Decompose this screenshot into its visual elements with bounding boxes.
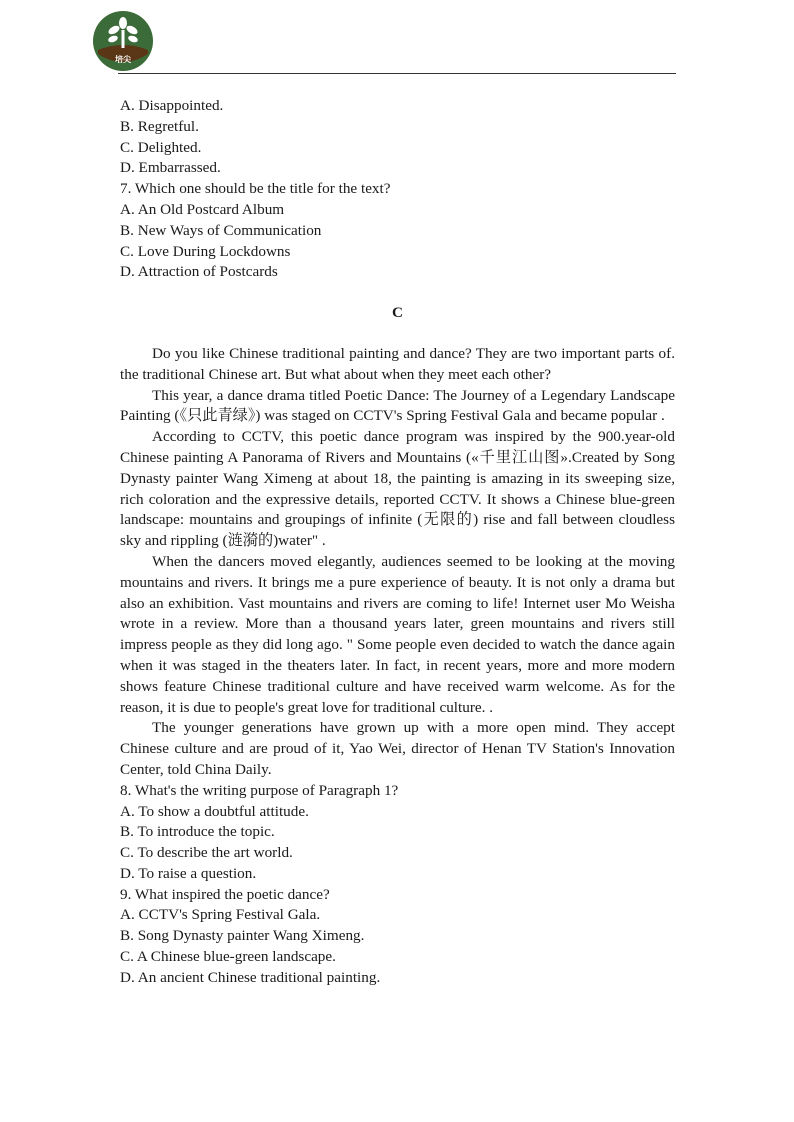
- section-heading: C: [392, 304, 403, 322]
- q7-option-d: D. Attraction of Postcards: [120, 263, 278, 281]
- q8-option-a: A. To show a doubtful attitude.: [120, 802, 309, 820]
- q9-option-a: A. CCTV's Spring Festival Gala.: [120, 906, 321, 924]
- q6-option-b: B. Regretful.: [120, 117, 199, 135]
- question-8: [120, 781, 675, 885]
- q7-option-b: B. New Ways of Communication: [120, 221, 322, 239]
- q8-option-c: C. To describe the art world.: [120, 844, 293, 862]
- q7-option-a: A. An Old Postcard Album: [120, 200, 285, 218]
- q6-option-d: D. Embarrassed.: [120, 159, 221, 177]
- passage-paragraph-1: Do you like Chinese traditional painting and dance? They are two important parts of. the traditional Chinese art. But what about when they meet each other?: [120, 344, 675, 383]
- page-content: [120, 96, 675, 989]
- passage-paragraph-5: The younger generations have grown up with a more open mind. They accept Chinese culture and are proud of it, Yao Wei, director of Henan TV Station's Innovation Center, told China Daily.: [120, 719, 675, 778]
- passage-paragraph-4: When the dancers moved elegantly, audiences seemed to be looking at the moving mountains and rivers. It brings me a pure experience of beauty. It is not only a drama but also an exhibition. Vast mountains and rivers are coming to life! Internet user Mo Weisha wrote in a review. More than a thousand years later, green mountains and rivers still impress people as they did long ago. " Some people even decided to watch the dance again when it was staged in the theaters later. In fact, in recent years, more and more modern shows feature Chinese traditional culture and have received warm welcome. As for the reason, it is due to people's great love for traditional culture. .: [120, 552, 675, 716]
- header-rule: [118, 73, 676, 74]
- q6-option-c: C. Delighted.: [120, 138, 202, 156]
- q6-option-a: A. Disappointed.: [120, 97, 224, 114]
- q9-option-b: B. Song Dynasty painter Wang Ximeng.: [120, 927, 365, 945]
- passage-paragraph-3: According to CCTV, this poetic dance program was inspired by the 900.year-old Chinese painting A Panorama of Rivers and Mountains («千里江山图».Created by Song Dynasty painter Wang Ximeng at about 18, the painting is amazing in its sweeping size, rich coloration and the expressive details, reported CCTV. It shows a Chinese blue-green landscape: mountains and groupings of infinite (无限的) rise and fall between cloudless sky and rippling (涟漪的)water" .: [120, 428, 675, 550]
- reading-passage: [120, 344, 675, 781]
- q9-option-d: D. An ancient Chinese traditional painting.: [120, 968, 381, 986]
- question-7: [120, 179, 675, 283]
- passage-paragraph-2: This year, a dance drama titled Poetic Dance: The Journey of a Legendary Landscape Painting (《只此青绿》) was staged on CCTV's Spring Festival Gala and became popular .: [120, 386, 675, 425]
- q9-option-c: C. A Chinese blue-green landscape.: [120, 948, 336, 966]
- q7-question: 7. Which one should be the title for the text?: [120, 180, 391, 198]
- question-9: [120, 885, 675, 989]
- q8-option-d: D. To raise a question.: [120, 864, 257, 882]
- q8-option-b: B. To introduce the topic.: [120, 823, 275, 841]
- q7-option-c: C. Love During Lockdowns: [120, 242, 291, 260]
- q8-question: 8. What's the writing purpose of Paragraph 1?: [120, 781, 399, 799]
- school-logo: [92, 10, 154, 72]
- q6-options: [120, 96, 675, 179]
- logo-text: 培尖: [115, 55, 131, 64]
- q9-question: 9. What inspired the poetic dance?: [120, 885, 330, 903]
